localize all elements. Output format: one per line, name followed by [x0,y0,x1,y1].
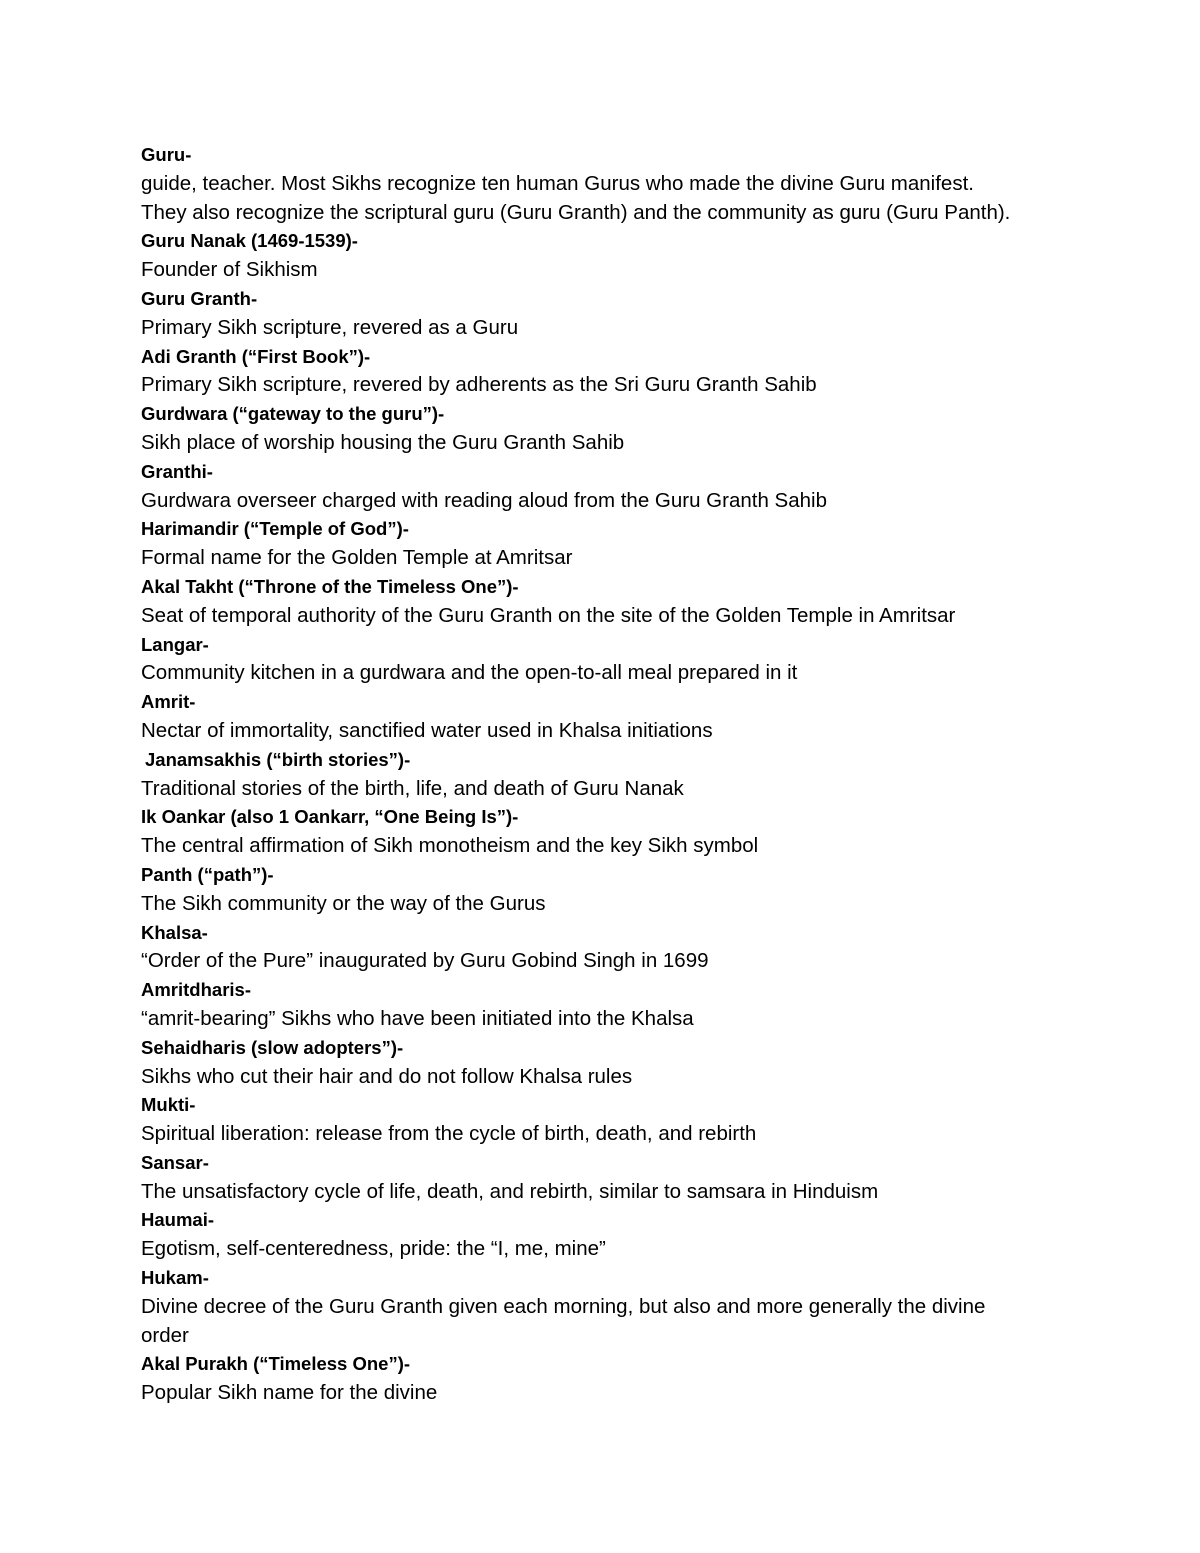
definition-guru-granth: Primary Sikh scripture, revered as a Guru [141,315,519,339]
term-haumai: Haumai- [141,1209,214,1231]
definition-guru-line-1: guide, teacher. Most Sikhs recognize ten human Gurus who made the divine Guru manifest. [141,171,974,195]
definition-harimandir: Formal name for the Golden Temple at Amritsar [141,546,573,570]
definition-amritdharis: “amrit-bearing” Sikhs who have been initiated into the Khalsa [141,1006,694,1030]
term-guru-nanak: Guru Nanak (1469-1539)- [141,230,358,252]
definition-sehaidharis: Sikhs who cut their hair and do not follow Khalsa rules [141,1064,633,1088]
term-ik-oankar: Ik Oankar (also 1 Oankarr, “One Being Is”)- [141,806,519,828]
definition-hukam-line-1: Divine decree of the Guru Granth given each morning, but also and more generally the divine [141,1294,986,1318]
definition-amrit: Nectar of immortality, sanctified water used in Khalsa initiations [141,718,713,742]
definition-hukam-line-2: order [141,1323,189,1347]
definition-khalsa: “Order of the Pure” inaugurated by Guru Gobind Singh in 1699 [141,949,709,973]
term-sansar: Sansar- [141,1151,209,1173]
term-hukam: Hukam- [141,1267,209,1289]
term-adi-granth: Adi Granth (“First Book”)- [141,345,371,367]
definition-guru-nanak: Founder of Sikhism [141,258,318,282]
term-panth: Panth (“path”)- [141,863,274,885]
term-granthi: Granthi- [141,460,213,482]
term-janamsakhis: Janamsakhis (“birth stories”)- [145,748,411,770]
term-harimandir: Harimandir (“Temple of God”)- [141,518,409,540]
definition-akal-purakh: Popular Sikh name for the divine [141,1381,438,1405]
definition-gurdwara: Sikh place of worship housing the Guru Granth Sahib [141,430,625,454]
term-amrit: Amrit- [141,691,196,713]
term-guru: Guru- [141,144,192,165]
definition-granthi: Gurdwara overseer charged with reading aloud from the Guru Granth Sahib [141,488,827,512]
term-khalsa: Khalsa- [141,921,208,943]
term-amritdharis: Amritdharis- [141,979,251,1001]
definition-janamsakhis: Traditional stories of the birth, life, and death of Guru Nanak [141,776,684,800]
term-langar: Langar- [141,633,209,655]
definition-langar: Community kitchen in a gurdwara and the open-to-all meal prepared in it [141,661,798,685]
definition-adi-granth: Primary Sikh scripture, revered by adherents as the Sri Guru Granth Sahib [141,373,817,397]
definition-guru-line-2: They also recognize the scriptural guru (Guru Granth) and the community as guru (Guru Panth). [141,200,1011,224]
definition-mukti: Spiritual liberation: release from the cycle of birth, death, and rebirth [141,1122,757,1146]
term-sehaidharis: Sehaidharis (slow adopters”)- [141,1036,404,1058]
definition-sansar: The unsatisfactory cycle of life, death, and rebirth, similar to samsara in Hinduism [141,1179,879,1203]
definition-akal-takht: Seat of temporal authority of the Guru Granth on the site of the Golden Temple in Amritsar [141,603,956,627]
glossary-page [141,141,1061,1408]
term-gurdwara: Gurdwara (“gateway to the guru”)- [141,403,445,425]
definition-panth: The Sikh community or the way of the Gurus [141,891,546,915]
term-guru-granth: Guru Granth- [141,287,258,309]
term-akal-takht: Akal Takht (“Throne of the Timeless One”)- [141,575,519,597]
definition-haumai: Egotism, self-centeredness, pride: the “I, me, mine” [141,1237,606,1261]
definition-ik-oankar: The central affirmation of Sikh monotheism and the key Sikh symbol [141,834,759,858]
term-akal-purakh: Akal Purakh (“Timeless One”)- [141,1353,411,1375]
term-mukti: Mukti- [141,1094,196,1116]
